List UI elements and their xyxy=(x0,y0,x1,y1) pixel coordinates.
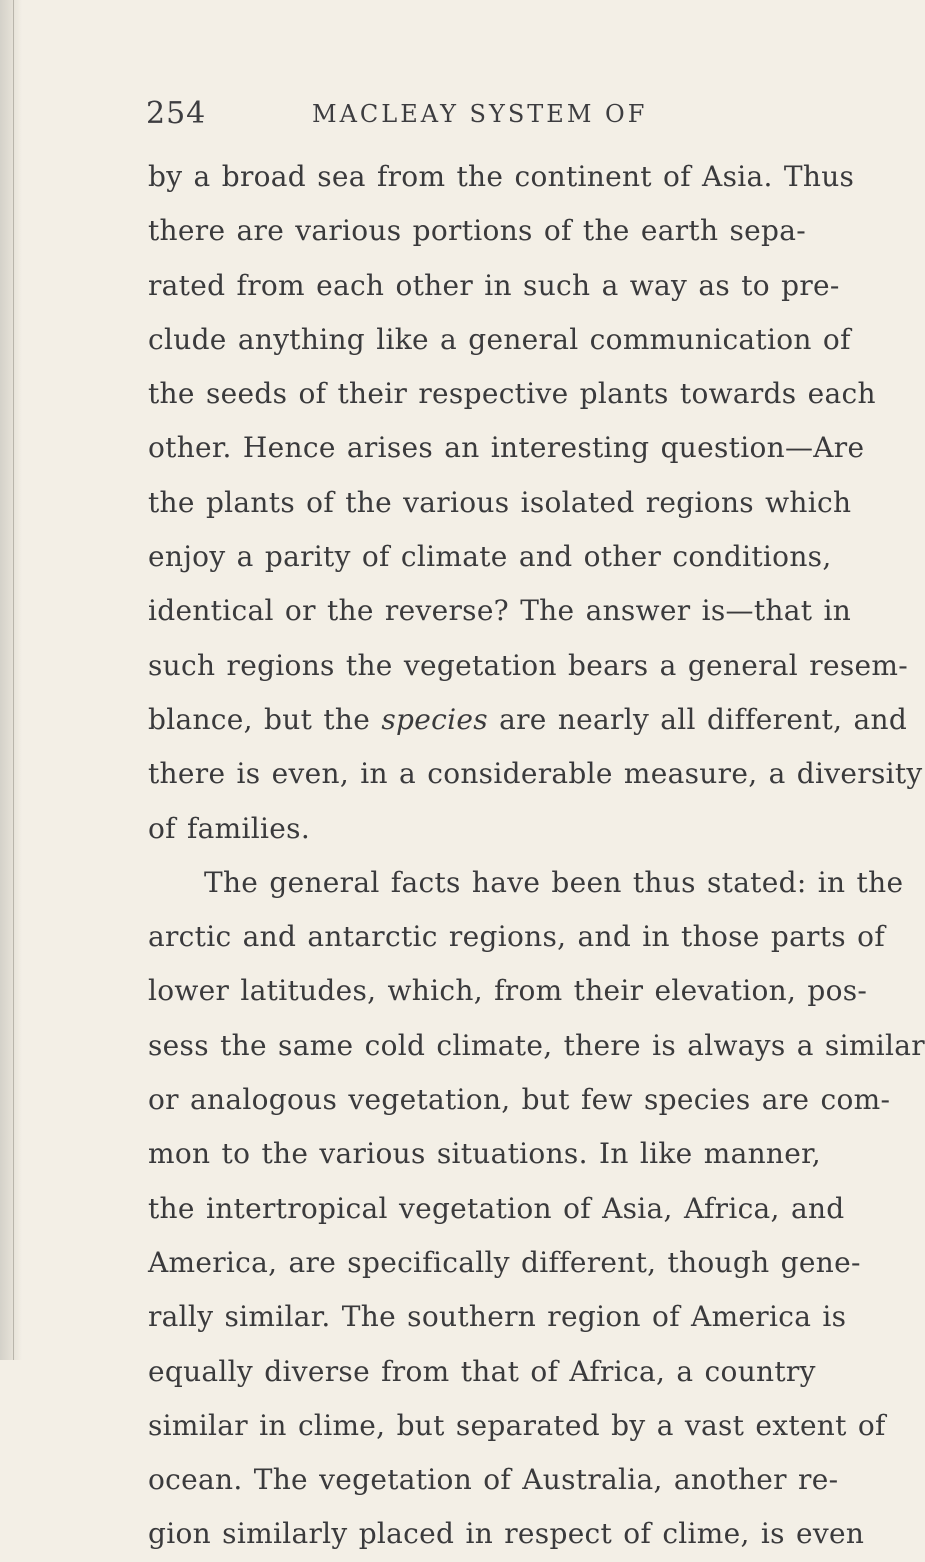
paragraph-end-line: of families. xyxy=(148,811,311,845)
body-text xyxy=(148,150,925,1562)
text-line: equally diverse from that of Africa, a country xyxy=(148,1354,816,1388)
text-line: rated from each other in such a way as to pre- xyxy=(148,268,840,302)
text-line: by a broad sea from the continent of Asia. Thus xyxy=(148,160,855,193)
paragraph-start-line: The general facts have been thus stated: in the xyxy=(204,865,904,899)
text-line: there is even, in a considerable measure, a diversity xyxy=(148,757,923,791)
text-line: America, are specifically different, though gene- xyxy=(148,1245,861,1279)
text-line: rally similar. The southern region of America is xyxy=(148,1300,847,1334)
text-line: or analogous vegetation, but few species are com- xyxy=(148,1083,891,1117)
text-line: the seeds of their respective plants towards each xyxy=(148,377,876,411)
binding-edge xyxy=(13,0,14,1360)
text-line: ocean. The vegetation of Australia, another re- xyxy=(148,1463,839,1497)
running-head: MACLEAY SYSTEM OF xyxy=(312,100,648,128)
page-number: 254 xyxy=(146,96,207,131)
page-gutter xyxy=(0,0,22,1360)
text-line: lower latitudes, which, from their elevation, pos- xyxy=(148,974,868,1008)
text-line: blance, but the species are nearly all different, and xyxy=(148,702,908,736)
page-header xyxy=(146,96,766,136)
text-line: mon to the various situations. In like manner, xyxy=(148,1137,821,1171)
text-line: enjoy a parity of climate and other conditions, xyxy=(148,540,832,574)
text-line: such regions the vegetation bears a general resem- xyxy=(148,648,908,682)
text-line: the plants of the various isolated regions which xyxy=(148,485,852,519)
text-line: similar in clime, but separated by a vast extent of xyxy=(148,1408,886,1442)
text-line: sess the same cold climate, there is always a similar xyxy=(148,1028,925,1062)
text-line: gion similarly placed in respect of clime, is even xyxy=(148,1517,865,1551)
text-line: identical or the reverse? The answer is—that in xyxy=(148,594,852,628)
text-line: there are various portions of the earth sepa- xyxy=(148,214,807,248)
text-line: the intertropical vegetation of Asia, Africa, and xyxy=(148,1191,845,1225)
text-line: other. Hence arises an interesting question—Are xyxy=(148,431,865,465)
text-line: clude anything like a general communication of xyxy=(148,322,851,356)
italic-term: species xyxy=(381,702,488,736)
text-line: arctic and antarctic regions, and in those parts of xyxy=(148,920,885,954)
